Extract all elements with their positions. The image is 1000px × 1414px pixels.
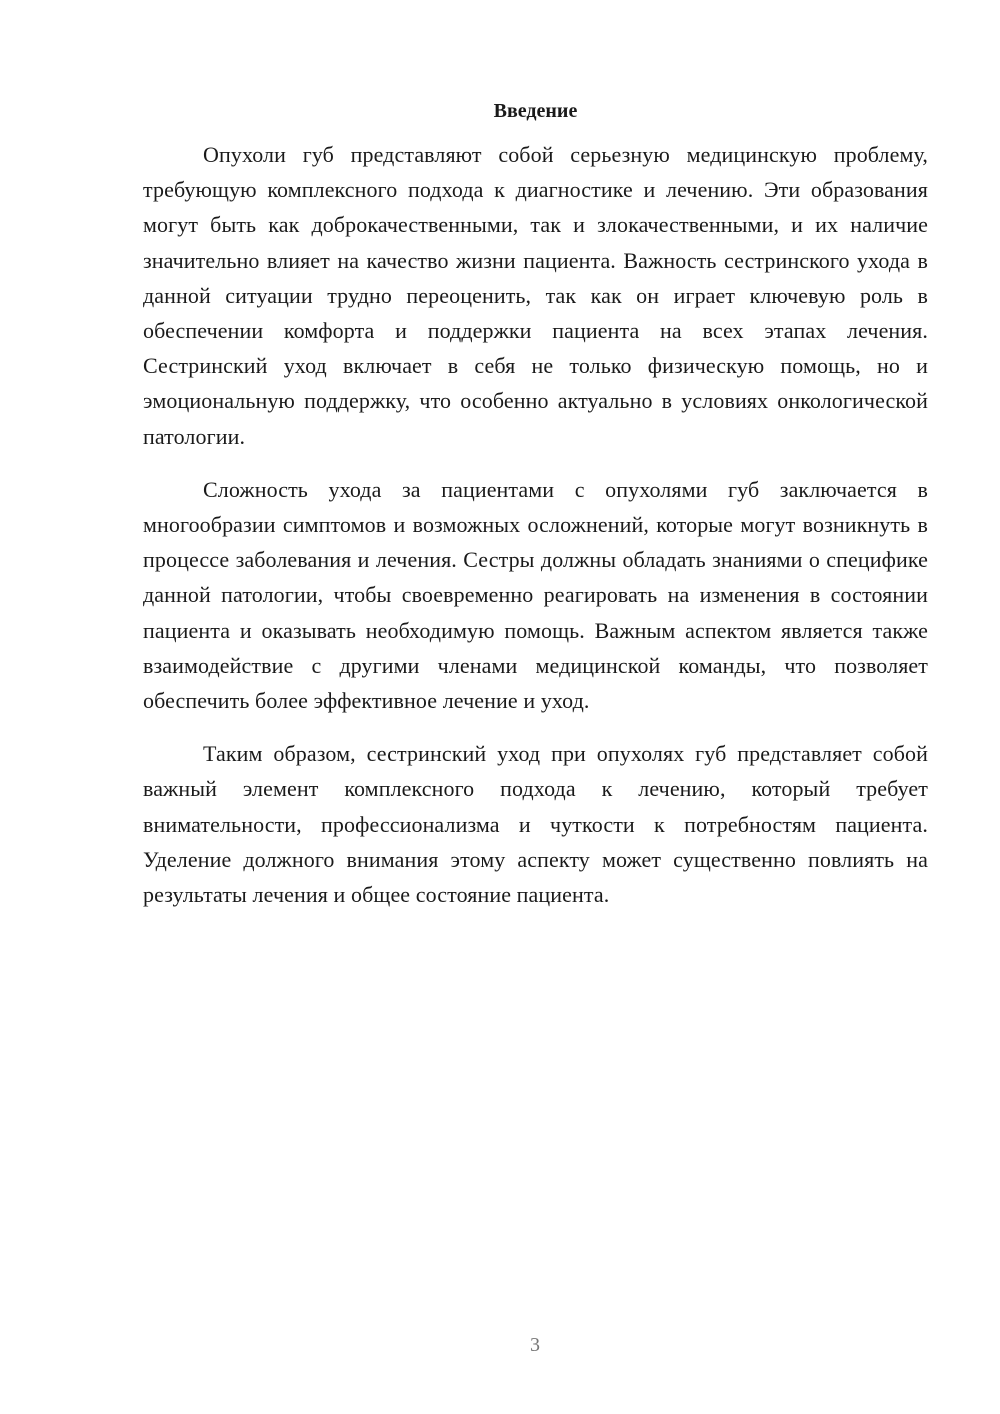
section-title: Введение [493,100,578,122]
paragraph-3: Таким образом, сестринский уход при опухолях губ представляет собой важный элемент комплексного подхода к лечению, который требует внимательности, профессионализма и чуткости к потребностям пациента. Уделение должного внимания этому аспекту может существенно повлиять на результаты лечения и общее состояние пациента. [143,741,928,908]
page-number: 3 [530,1334,540,1356]
page-content [143,96,928,930]
paragraph-1: Опухоли губ представляют собой серьезную медицинскую проблему, требующую комплексного подхода к диагностике и лечению. Эти образования могут быть как доброкачественными, так и злокачественными, и их наличие значительно влияет на качество жизни пациента. Важность сестринского ухода в данной ситуации трудно переоценить, так как он играет ключевую роль в обеспечении комфорта и поддержки пациента на всех этапах лечения. Сестринский уход включает в себя не только физическую помощь, но и эмоциональную поддержку, что особенно актуально в условиях онкологической патологии. [143,142,928,449]
paragraph-2: Сложность ухода за пациентами с опухолями губ заключается в многообразии симптомов и возможных осложнений, которые могут возникнуть в процессе заболевания и лечения. Сестры должны обладать знаниями о специфике данной патологии, чтобы своевременно реагировать на изменения в состоянии пациента и оказывать необходимую помощь. Важным аспектом является также взаимодействие с другими членами медицинской команды, что позволяет обеспечить более эффективное лечение и уход. [143,476,928,714]
